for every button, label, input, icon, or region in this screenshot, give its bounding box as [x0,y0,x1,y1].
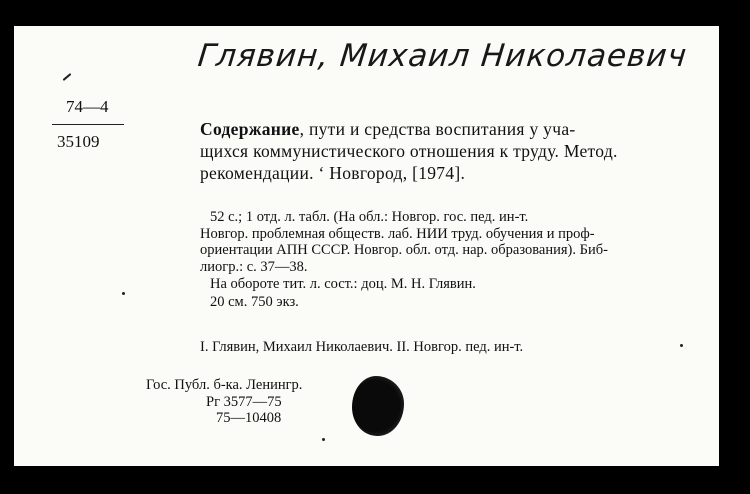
title-statement [200,118,700,184]
details-line-3: ориентации АПН СССР. Новгор. обл. отд. нар. образования). Биб- [200,242,608,258]
ink-speck [63,73,72,81]
ink-blot [352,376,404,436]
title-line-3: рекомендации. ‘ Новгород, [1974]. [200,163,466,183]
details-line-4: лиогр.: с. 37—38. [200,258,308,275]
title-line-2: щихся коммунистического отношения к труду. Метод. [200,141,618,161]
details-line-2: Новгор. проблемная обществ. лаб. НИИ труд. обучения и проф- [200,225,595,242]
title-line-1 [200,118,700,140]
tracings: I. Глявин, Михаил Николаевич. II. Новгор. пед. ин-т. [200,339,524,355]
library-line-1: Гос. Публ. б-ка. Ленингр. [146,377,303,393]
handwritten-author-name: Глявин, Михаил Николаевич [196,38,689,74]
reverse-line-2: 20 см. 750 экз. [210,294,299,310]
catalog-card [14,26,719,466]
reverse-line-1: На обороте тит. л. сост.: доц. М. Н. Глявин. [210,276,476,292]
shelf-mark-divider [52,124,124,125]
shelf-mark-top: 74—4 [66,97,109,116]
reverse-note [210,275,476,311]
title-line-1-rest: , пути и средства воспитания у уча- [299,119,576,139]
shelf-mark [52,96,124,153]
title-lead-word: Содержание [200,119,300,139]
ink-speck [680,344,683,347]
ink-speck [122,292,125,295]
library-line-2: Рг 3577—75 [206,393,282,410]
details-line-1: 52 с.; 1 отд. л. табл. (На обл.: Новгор. гос. пед. ин-т. [210,209,529,225]
ink-speck [322,438,325,441]
physical-description [200,209,705,275]
shelf-mark-bottom: 35109 [57,132,100,151]
library-info [146,377,302,427]
library-line-3: 75—10408 [216,410,282,426]
